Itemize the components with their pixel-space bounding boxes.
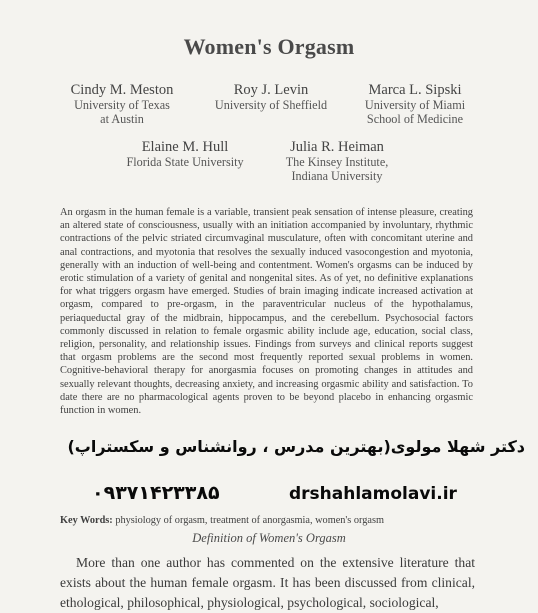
article-title: Women's Orgasm: [183, 34, 355, 59]
author-affiliation: University of Sheffield: [214, 98, 328, 112]
author-affiliation: Indiana University: [291, 168, 383, 183]
author-affiliation: The Kinsey Institute,: [285, 155, 389, 169]
author-name: Roy J. Levin: [233, 82, 309, 98]
author-block-heiman: [262, 140, 412, 183]
author-name: Julia R. Heiman: [290, 139, 384, 155]
author-block-meston: [42, 83, 202, 126]
author-block-sipski: [335, 83, 495, 126]
watermark-phone: ۰۹۳۷۱۴۲۳۳۸۵: [92, 482, 220, 504]
body-paragraph: More than one author has commented on the extensive literature that exists about the human female orgasm. It has been discussed from clinical, ethological, philosophical, physiological, psychological, sociological,: [60, 555, 475, 610]
author-affiliation: Florida State University: [126, 155, 244, 169]
author-block-levin: [196, 83, 346, 113]
keywords-text: physiology of orgasm, treatment of anorgasmia, women's orgasm: [115, 515, 384, 526]
watermark-website: drshahlamolavi.ir: [289, 484, 457, 504]
abstract: [60, 206, 473, 417]
keywords: [60, 515, 490, 527]
section-heading: Definition of Women's Orgasm: [192, 531, 346, 545]
author-block-hull: [105, 140, 265, 170]
author-name: Cindy M. Meston: [70, 82, 174, 98]
author-name: Elaine M. Hull: [141, 139, 229, 155]
author-affiliation: University of Miami: [364, 98, 466, 112]
author-affiliation: at Austin: [100, 111, 144, 126]
watermark-author-line: دکتر شهلا مولوی(بهترین مدرس ، روانشناس و سکستراپ): [67, 437, 525, 456]
author-name: Marca L. Sipski: [368, 82, 462, 98]
abstract-text: An orgasm in the human female is a variable, transient peak sensation of intense pleasure, creating an altered state of consciousness, usually with an initiation accompanied by involuntary, rhythmic contractions of the pelvic striated circumvaginal musculature, often with concomitant uterine and anal contractions, and myotonia that resolves the sexually induced vasocongestion and myotonia, generally with an induction of well-being and contentment. Women's orgasms can be induced by erotic stimulation of a variety of genital and nongenital sites. As of yet, no definitive explanations for what triggers orgasm have emerged. Studies of brain imaging indicate increased activation at orgasm, compared to pre-orgasm, in the paraventricular nucleus of the hypothalamus, periaqueductal gray of the midbrain, hippocampus, and the cerebellum. Psychosocial factors commonly discussed in relation to female orgasmic ability include age, education, social class, religion, personality, and relationship issues. Findings from surveys and clinical reports suggest that orgasm problems are the second most frequently reported sexual problems in women. Cognitive-behavioral therapy for anorgasmia focuses on promoting changes in attitudes and sexually relevant thoughts, decreasing anxiety, and increasing orgasmic ability and satisfaction. To date there are no pharmacological agents proven to be beyond placebo in enhancing orgasmic function in women.: [60, 207, 473, 417]
keywords-label: Key Words:: [60, 515, 113, 526]
author-affiliation: School of Medicine: [366, 111, 464, 126]
body-text: [60, 553, 475, 613]
author-affiliation: University of Texas: [74, 98, 170, 112]
